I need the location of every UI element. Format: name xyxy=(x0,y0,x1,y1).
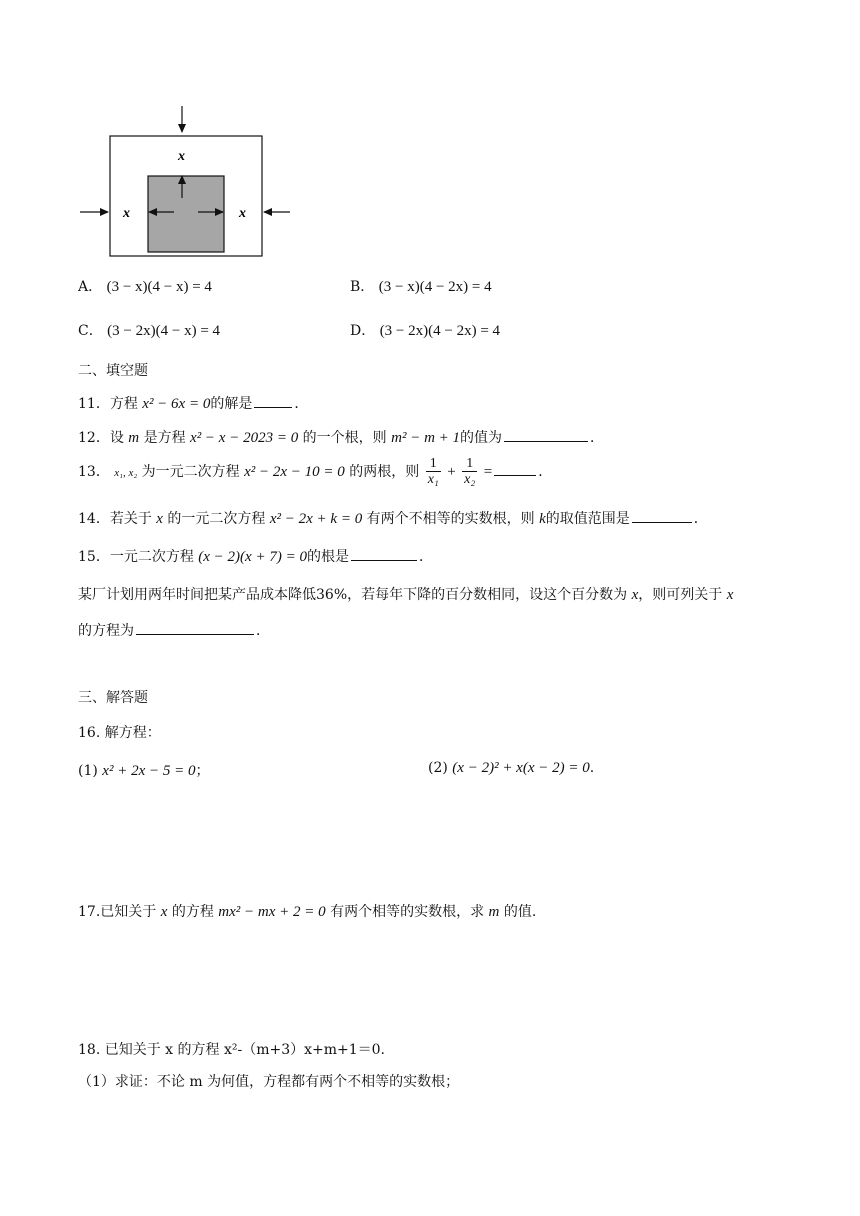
option-a-expr: (3 − x)(4 − x) = 4 xyxy=(106,279,212,295)
q16-p2-label: (2) xyxy=(428,760,448,776)
top-arrow xyxy=(178,106,186,133)
label-top-x: x xyxy=(178,149,185,164)
q13-text: 为一元二次方程 xyxy=(141,463,240,480)
q17-text-mid2: 有两个相等的实数根，求 xyxy=(330,904,485,920)
q14-end: ． xyxy=(693,511,708,527)
q-extra-text-line2: 的方程为 xyxy=(78,623,134,639)
q17-var: x xyxy=(160,904,168,920)
section-3-title: 三、解答题 xyxy=(78,690,148,706)
q15-number: 15． xyxy=(78,549,110,565)
inner-gray-square xyxy=(148,176,224,252)
q13-fraction-1 xyxy=(426,456,441,488)
q16-p1-label: (1) xyxy=(78,763,98,779)
q14-text: 若关于 xyxy=(109,511,152,527)
q12-answer-blank[interactable] xyxy=(504,427,588,442)
q14-equation: x² − 2x + k = 0 xyxy=(269,511,363,527)
option-b-label: B． xyxy=(350,279,375,295)
q12-equation: x² − x − 2023 = 0 xyxy=(190,430,299,446)
q13-number: 13． xyxy=(78,463,110,480)
q14-text-mid2: 有两个不相等的实数根，则 xyxy=(366,511,535,527)
q14-var: x xyxy=(156,511,163,527)
q14-k: k xyxy=(539,511,546,527)
label-left-x: x xyxy=(123,206,130,221)
q15-text: 一元二次方程 xyxy=(109,549,194,565)
q-extra-text-b: ，则可列关于 xyxy=(638,587,723,603)
q11-text: 方程 xyxy=(109,396,138,412)
option-b-expr: (3 − x)(4 − 2x) = 4 xyxy=(378,279,492,295)
q12-number: 12． xyxy=(78,430,110,446)
question-16-title: 16. 解方程： xyxy=(78,725,161,741)
q-extra-var: x xyxy=(631,587,639,603)
q11-text-post: 的解是 xyxy=(210,396,253,412)
option-b[interactable] xyxy=(350,276,492,296)
q17-var2: m xyxy=(488,904,500,920)
q11-equation: x² − 6x = 0 xyxy=(142,396,211,412)
question-extra-line1 xyxy=(78,584,733,604)
q12-text-mid: 是方程 xyxy=(143,430,186,446)
section-2-title: 二、填空题 xyxy=(78,363,148,379)
question-17 xyxy=(78,901,536,921)
q17-text-mid: 的方程 xyxy=(171,904,214,920)
label-right-x: x xyxy=(239,206,246,221)
q12-text-mid2: 的一个根，则 xyxy=(302,430,387,446)
q12-text-post: 的值为 xyxy=(460,430,503,446)
q13-frac1-den: x₁ xyxy=(427,472,439,488)
q11-answer-blank[interactable] xyxy=(254,393,292,408)
question-14 xyxy=(78,508,708,528)
q13-equation: x² − 2x − 10 = 0 xyxy=(244,463,345,480)
q13-roots: x₁, x₂ xyxy=(114,466,138,479)
q12-text: 设 xyxy=(109,430,124,446)
question-12 xyxy=(78,427,604,447)
option-c-label: C． xyxy=(78,323,103,339)
question-16-part-1 xyxy=(78,760,209,780)
question-15 xyxy=(78,546,433,566)
option-d-label: D． xyxy=(350,323,376,339)
q14-number: 14． xyxy=(78,511,110,527)
q13-fraction-2 xyxy=(462,456,477,488)
q12-end: ． xyxy=(590,430,605,446)
q16-p2-end: . xyxy=(589,760,595,776)
q11-number: 11． xyxy=(78,396,110,412)
q14-text-post: 的取值范围是 xyxy=(545,511,630,527)
q13-plus: + xyxy=(447,463,456,480)
q-extra-answer-blank[interactable] xyxy=(136,620,254,635)
q12-expression: m² − m + 1 xyxy=(391,430,461,446)
q17-text: 17.已知关于 xyxy=(78,904,157,920)
q13-equals: = xyxy=(483,463,493,480)
square-frame-diagram xyxy=(76,104,296,264)
option-c[interactable] xyxy=(78,320,220,340)
q13-answer-blank[interactable] xyxy=(494,461,536,476)
q-extra-text: 某厂计划用两年时间把某产品成本降低36%，若每年下降的百分数相同，设这个百分数为 xyxy=(78,587,628,603)
option-d-expr: (3 − 2x)(4 − 2x) = 4 xyxy=(379,323,501,339)
question-13 xyxy=(78,456,552,488)
q13-frac2-num: 1 xyxy=(462,456,477,472)
q14-text-mid: 的一元二次方程 xyxy=(167,511,266,527)
q16-p1-end: ； xyxy=(195,763,210,779)
q15-text-post: 的根是 xyxy=(306,549,349,565)
q14-answer-blank[interactable] xyxy=(632,508,692,523)
question-11 xyxy=(78,393,308,413)
q13-text-mid2: 的两根，则 xyxy=(349,463,420,480)
q17-text-post: 的值. xyxy=(503,904,537,920)
option-a-label: A． xyxy=(78,279,103,295)
q17-equation: mx² − mx + 2 = 0 xyxy=(218,904,326,920)
q-extra-var2: x xyxy=(726,587,734,603)
q16-p1-equation: x² + 2x − 5 = 0 xyxy=(102,763,196,779)
left-arrow xyxy=(80,208,109,216)
q15-end: ． xyxy=(418,549,433,565)
question-extra-line2 xyxy=(78,620,270,640)
question-16-part-2 xyxy=(428,760,594,777)
option-d[interactable] xyxy=(350,320,500,340)
question-18-line1: 18. 已知关于 x 的方程 x²-（m+3）x+m+1＝0. xyxy=(78,1042,386,1058)
q12-var: m xyxy=(128,430,140,446)
question-18-part-1: （1）求证：不论 m 为何值，方程都有两个不相等的实数根； xyxy=(78,1074,460,1090)
q-extra-end: ． xyxy=(256,623,270,639)
right-arrow xyxy=(263,208,290,216)
q15-equation: (x − 2)(x + 7) = 0 xyxy=(198,549,307,565)
option-c-expr: (3 − 2x)(4 − x) = 4 xyxy=(107,323,221,339)
q13-frac1-num: 1 xyxy=(426,456,441,472)
q11-end: ． xyxy=(294,396,309,412)
q15-answer-blank[interactable] xyxy=(351,546,417,561)
q16-p2-equation: (x − 2)² + x(x − 2) = 0 xyxy=(452,760,590,776)
q13-end: ． xyxy=(538,463,553,480)
q13-frac2-den: x₂ xyxy=(464,472,476,488)
option-a[interactable] xyxy=(78,276,212,296)
